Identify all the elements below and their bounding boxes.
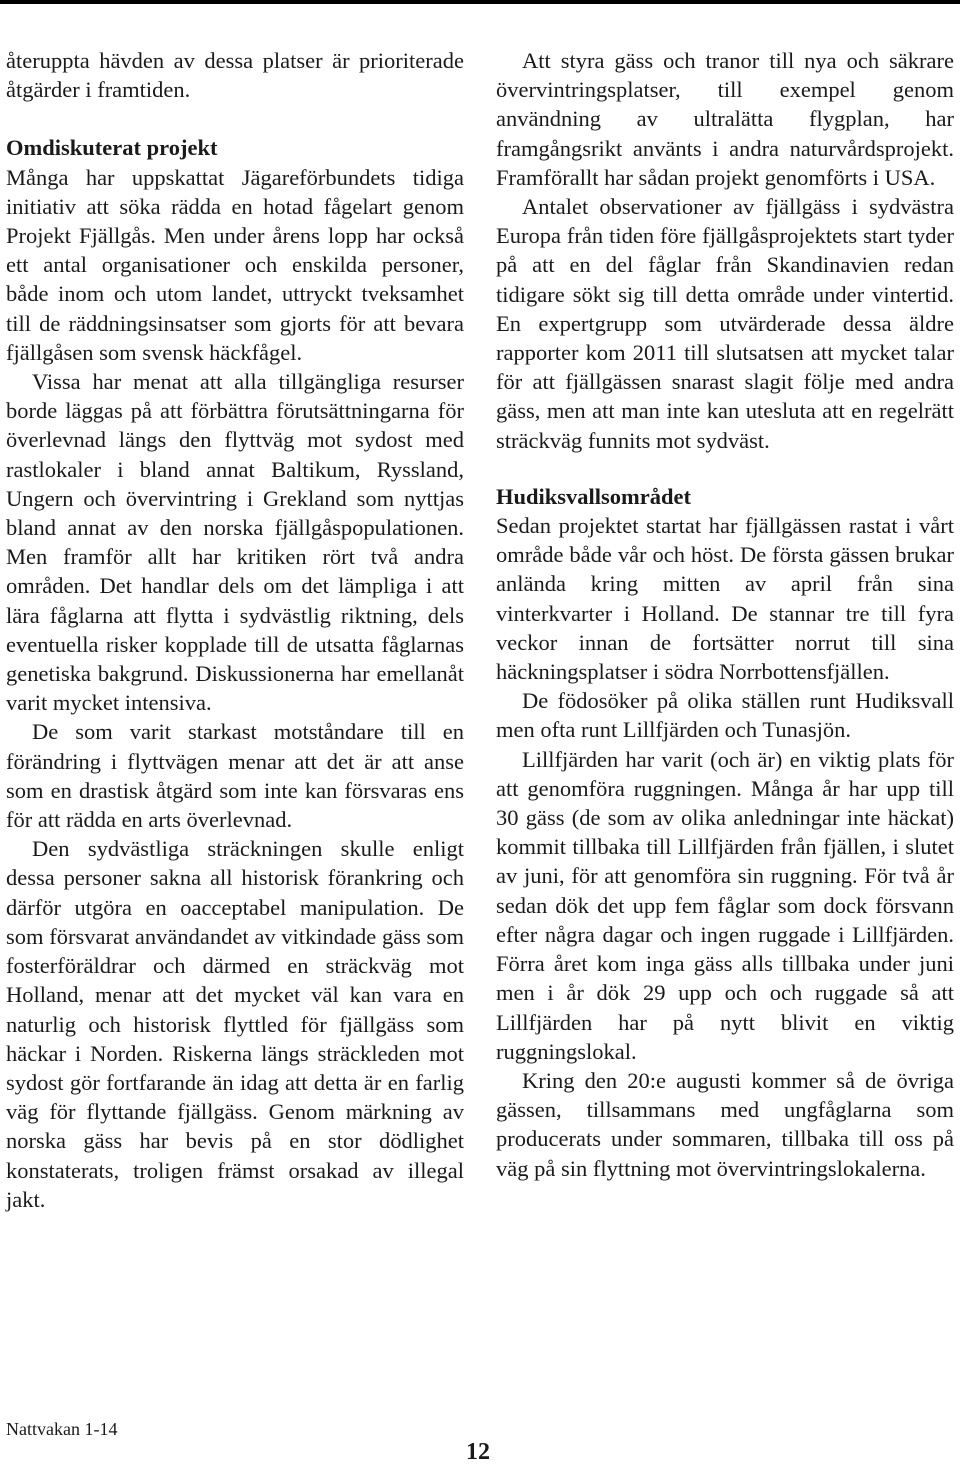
- right-column: [496, 46, 954, 1183]
- paragraph: Många har uppskattat Jägareförbundets tidiga initiativ att söka rädda en hotad fågelart genom Projekt Fjällgås. Men under årens lopp har också ett antal organisationer och enskilda personer, både inom och utom landet, uttryckt tveksamhet till de räddningsinsatser som gjorts för att bevara fjällgåsen som svensk häckfågel.: [6, 164, 464, 365]
- publication-name: Nattvakan 1-14: [6, 1419, 118, 1439]
- paragraph: Vissa har menat att alla tillgängliga resurser borde läggas på att förbättra förutsättningarna för överlevnad längs den flyttväg mot sydost med rastlokaler i bland annat Baltikum, Ryssland, Ungern och övervintring i Grekland som nyttjas bland annat av den norska fjällgåspopulationen. Men framför allt har kritiken rört två andra områden. Det handlar dels om det lämpliga i att lära fåglarna att flytta i sydvästlig riktning, dels eventuella risker kopplade till de utsatta fåglarnas genetiska bakgrund. Diskussionerna har emellanåt varit mycket intensiva.: [6, 369, 464, 716]
- paragraph: Lillfjärden har varit (och är) en viktig plats för att genomföra ruggningen. Många år har upp till 30 gäss (de som av olika anledningar inte häckat) kommit tillbaka till Lillfjärden från fjällen, i slutet av juni, för att genomföra sin ruggning. För två år sedan dök det upp fem fåglar som dock försvann efter några dagar och ingen ruggade i Lillfjärden. Förra året kom inga gäss alls tillbaka under juni men i år dök 29 upp och och ruggade så att Lillfjärden har på nytt blivit en viktig ruggningslokal.: [496, 746, 954, 1064]
- top-rule: [0, 0, 960, 4]
- heading-hudiksvallsomradet: Hudiksvallsområdet: [496, 483, 692, 509]
- paragraph: De som varit starkast motståndare till en förändring i flyttvägen menar att det är att anse som en drastisk åtgärd som inte kan försvaras ens för att rädda en arts överlevnad.: [6, 719, 464, 833]
- paragraph: Kring den 20:e augusti kommer så de övriga gässen, tillsammans med ungfåglarna som producerats under sommaren, tillbaka till oss på väg på sin flyttning mot övervintringslokalerna.: [496, 1067, 954, 1181]
- paragraph: Att styra gäss och tranor till nya och säkrare övervintringsplatser, till exempel genom användning av ultralätta flygplan, har framgångsrikt använts i andra naturvårdsprojekt. Framförallt har sådan projekt genomförts i USA.: [496, 48, 954, 190]
- intro-paragraph: återuppta hävden av dessa platser är prioriterade åtgärder i framtiden.: [6, 48, 464, 103]
- heading-omdiskuterat-projekt: Omdiskuterat projekt: [6, 135, 218, 161]
- paragraph: Antalet observationer av fjällgäss i sydvästra Europa från tiden före fjällgåsprojektets start tyder på att en del fåglar från Skandinavien redan tidigare sökt sig till detta område under vintertid. En expertgrupp som utvärderade dessa äldre rapporter kom 2011 till slutsatsen att mycket talar för att fjällgässen snarast slagit följe med andra gäss, men att man inte kan utesluta att en regelrätt sträckväg funnits mot sydväst.: [496, 194, 954, 453]
- page-number: 12: [466, 1439, 490, 1465]
- paragraph: Den sydvästliga sträckningen skulle enligt dessa personer sakna all historisk förankring och därför utgöra en oacceptabel manipulation. De som försvarat användandet av vitkindade gäss som fosterföräldrar och därmed en sträckväg mot Holland, menar att det mycket väl kan vara en naturlig och historisk flyttled för fjällgäss som häckar i Norden. Riskerna längs sträckleden mot sydost gör fortfarande än idag att detta är en farlig väg för flyttande fjällgäss. Genom märkning av norska gäss har bevis på en stor dödlighet konstaterats, troligen främst orsakad av illegal jakt.: [6, 836, 464, 1212]
- paragraph: De födosöker på olika ställen runt Hudiksvall men ofta runt Lillfjärden och Tunasjön.: [496, 688, 954, 743]
- left-column: [6, 46, 464, 1214]
- paragraph: Sedan projektet startat har fjällgässen rastat i vårt område både vår och höst. De första gässen brukar anlända kring mitten av april från sina vinterkvarter i Holland. De stannar tre till fyra veckor innan de fortsätter norrut till sina häckningsplatser i södra Norrbottensfjällen.: [496, 513, 954, 685]
